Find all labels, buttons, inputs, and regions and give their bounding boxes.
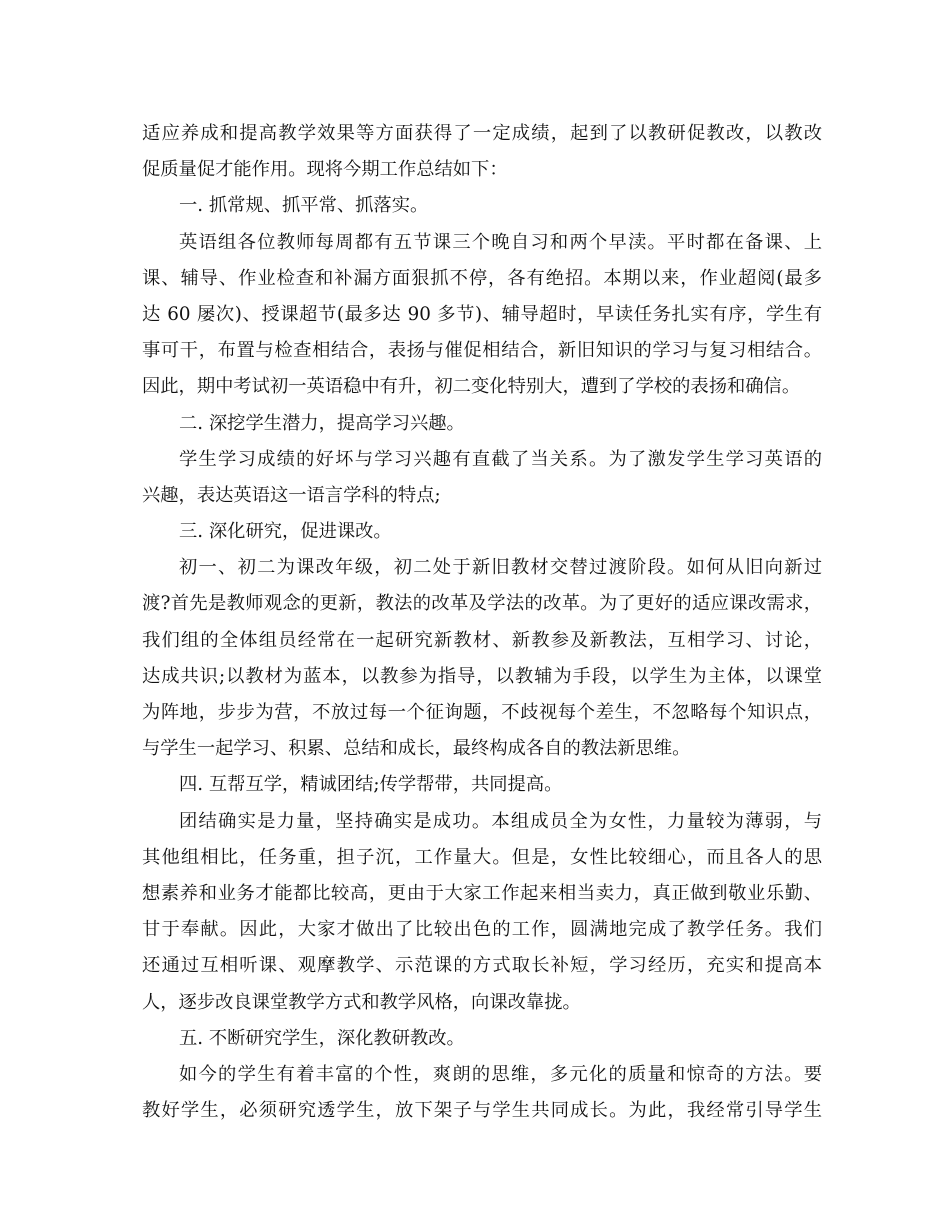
- text-line: 想素养和业务才能都比较高，更由于大家工作起来相当卖力，真正做到敬业乐勤、: [142, 882, 822, 904]
- text-line: 学生学习成绩的好坏与学习兴趣有直截了当关系。为了激发学生学习英语的: [179, 448, 822, 470]
- text-line: 三. 深化研究，促进课改。: [179, 521, 392, 543]
- text-line: 五. 不断研究学生，深化教研教改。: [179, 1027, 465, 1049]
- section-heading: [142, 514, 822, 550]
- body-paragraph: [142, 1057, 822, 1129]
- text-line: 为阵地，步步为营，不放过每一个征询题，不歧视每个差生，不忽略每个知识点，: [142, 702, 822, 723]
- text-line: 促质量促才能作用。现将今期工作总结如下：: [142, 159, 508, 181]
- text-line: 初一、初二为课改年级，初二处于新旧教材交替过渡阶段。如何从旧向新过: [179, 557, 822, 579]
- text-line: 教好学生，必须研究透学生，放下架子与学生共同成长。为此，我经常引导学生: [142, 1100, 822, 1122]
- text-line: 与学生一起学习、积累、总结和成长，最终构成各自的教法新思维。: [142, 738, 691, 760]
- body-paragraph: [142, 116, 822, 188]
- text-line: 事可干，布置与检查相结合，表扬与催促相结合，新旧知识的学习与复习相结合。: [142, 340, 822, 362]
- body-paragraph: [142, 550, 822, 767]
- text-line: 人，逐步改良课堂教学方式和教学风格，向课改靠拢。: [142, 991, 581, 1013]
- text-line: 达成共识;以教材为蓝本，以教参为指导，以教辅为手段，以学生为主体，以课堂: [142, 665, 822, 687]
- text-line: 二. 深挖学生潜力，提高学习兴趣。: [179, 412, 465, 434]
- text-line: 达 60 屡次)、授课超节(最多达 90 多节)、辅导超时，早读任务扎实有序，学生有: [142, 303, 822, 325]
- text-line: 因此，期中考试初一英语稳中有升，初二变化特别大，遭到了学校的表扬和确信。: [142, 376, 801, 398]
- section-heading: [142, 188, 822, 224]
- document-body: [142, 116, 822, 1129]
- body-paragraph: [142, 225, 822, 406]
- text-line: 课、辅导、作业检查和补漏方面狠抓不停，各有绝招。本期以来，作业超阅(最多: [142, 267, 822, 289]
- text-line: 英语组各位教师每周都有五节课三个晚自习和两个早渎。平时都在备课、上: [179, 231, 822, 253]
- text-line: 还通过互相听课、观摩教学、示范课的方式取长补短，学习经历，充实和提高本: [142, 955, 822, 977]
- body-paragraph: [142, 804, 822, 1021]
- text-line: 一. 抓常规、抓平常、抓落实。: [179, 195, 429, 217]
- text-line: 甘于奉献。因此，大家才做出了比较出色的工作，圆满地完成了教学任务。我们: [142, 919, 822, 941]
- section-heading: [142, 1021, 822, 1057]
- text-line: 其他组相比，任务重，担子沉，工作量大。但是，女性比较细心，而且各人的思: [142, 846, 822, 868]
- text-line: 我们组的全体组员经常在一起研究新教材、新教参及新教法，互相学习、讨论，: [142, 629, 822, 651]
- section-heading: [142, 767, 822, 803]
- text-line: 渡?首先是教师观念的更新，教法的改革及学法的改革。为了更好的适应课改需求，: [142, 593, 822, 615]
- text-line: 如今的学生有着丰富的个性，爽朗的思维，多元化的质量和惊奇的方法。要: [179, 1063, 822, 1085]
- text-line: 兴趣，表达英语这一语言学科的特点;: [142, 484, 441, 506]
- body-paragraph: [142, 442, 822, 514]
- section-heading: [142, 406, 822, 442]
- text-line: 四. 互帮互学，精诚团结;传学帮带，共同提高。: [179, 774, 563, 796]
- text-line: 团结确实是力量，坚持确实是成功。本组成员全为女性，力量较为薄弱，与: [179, 810, 822, 832]
- text-line: 适应养成和提高教学效果等方面获得了一定成绩，起到了以教研促教改，以教改: [142, 123, 822, 144]
